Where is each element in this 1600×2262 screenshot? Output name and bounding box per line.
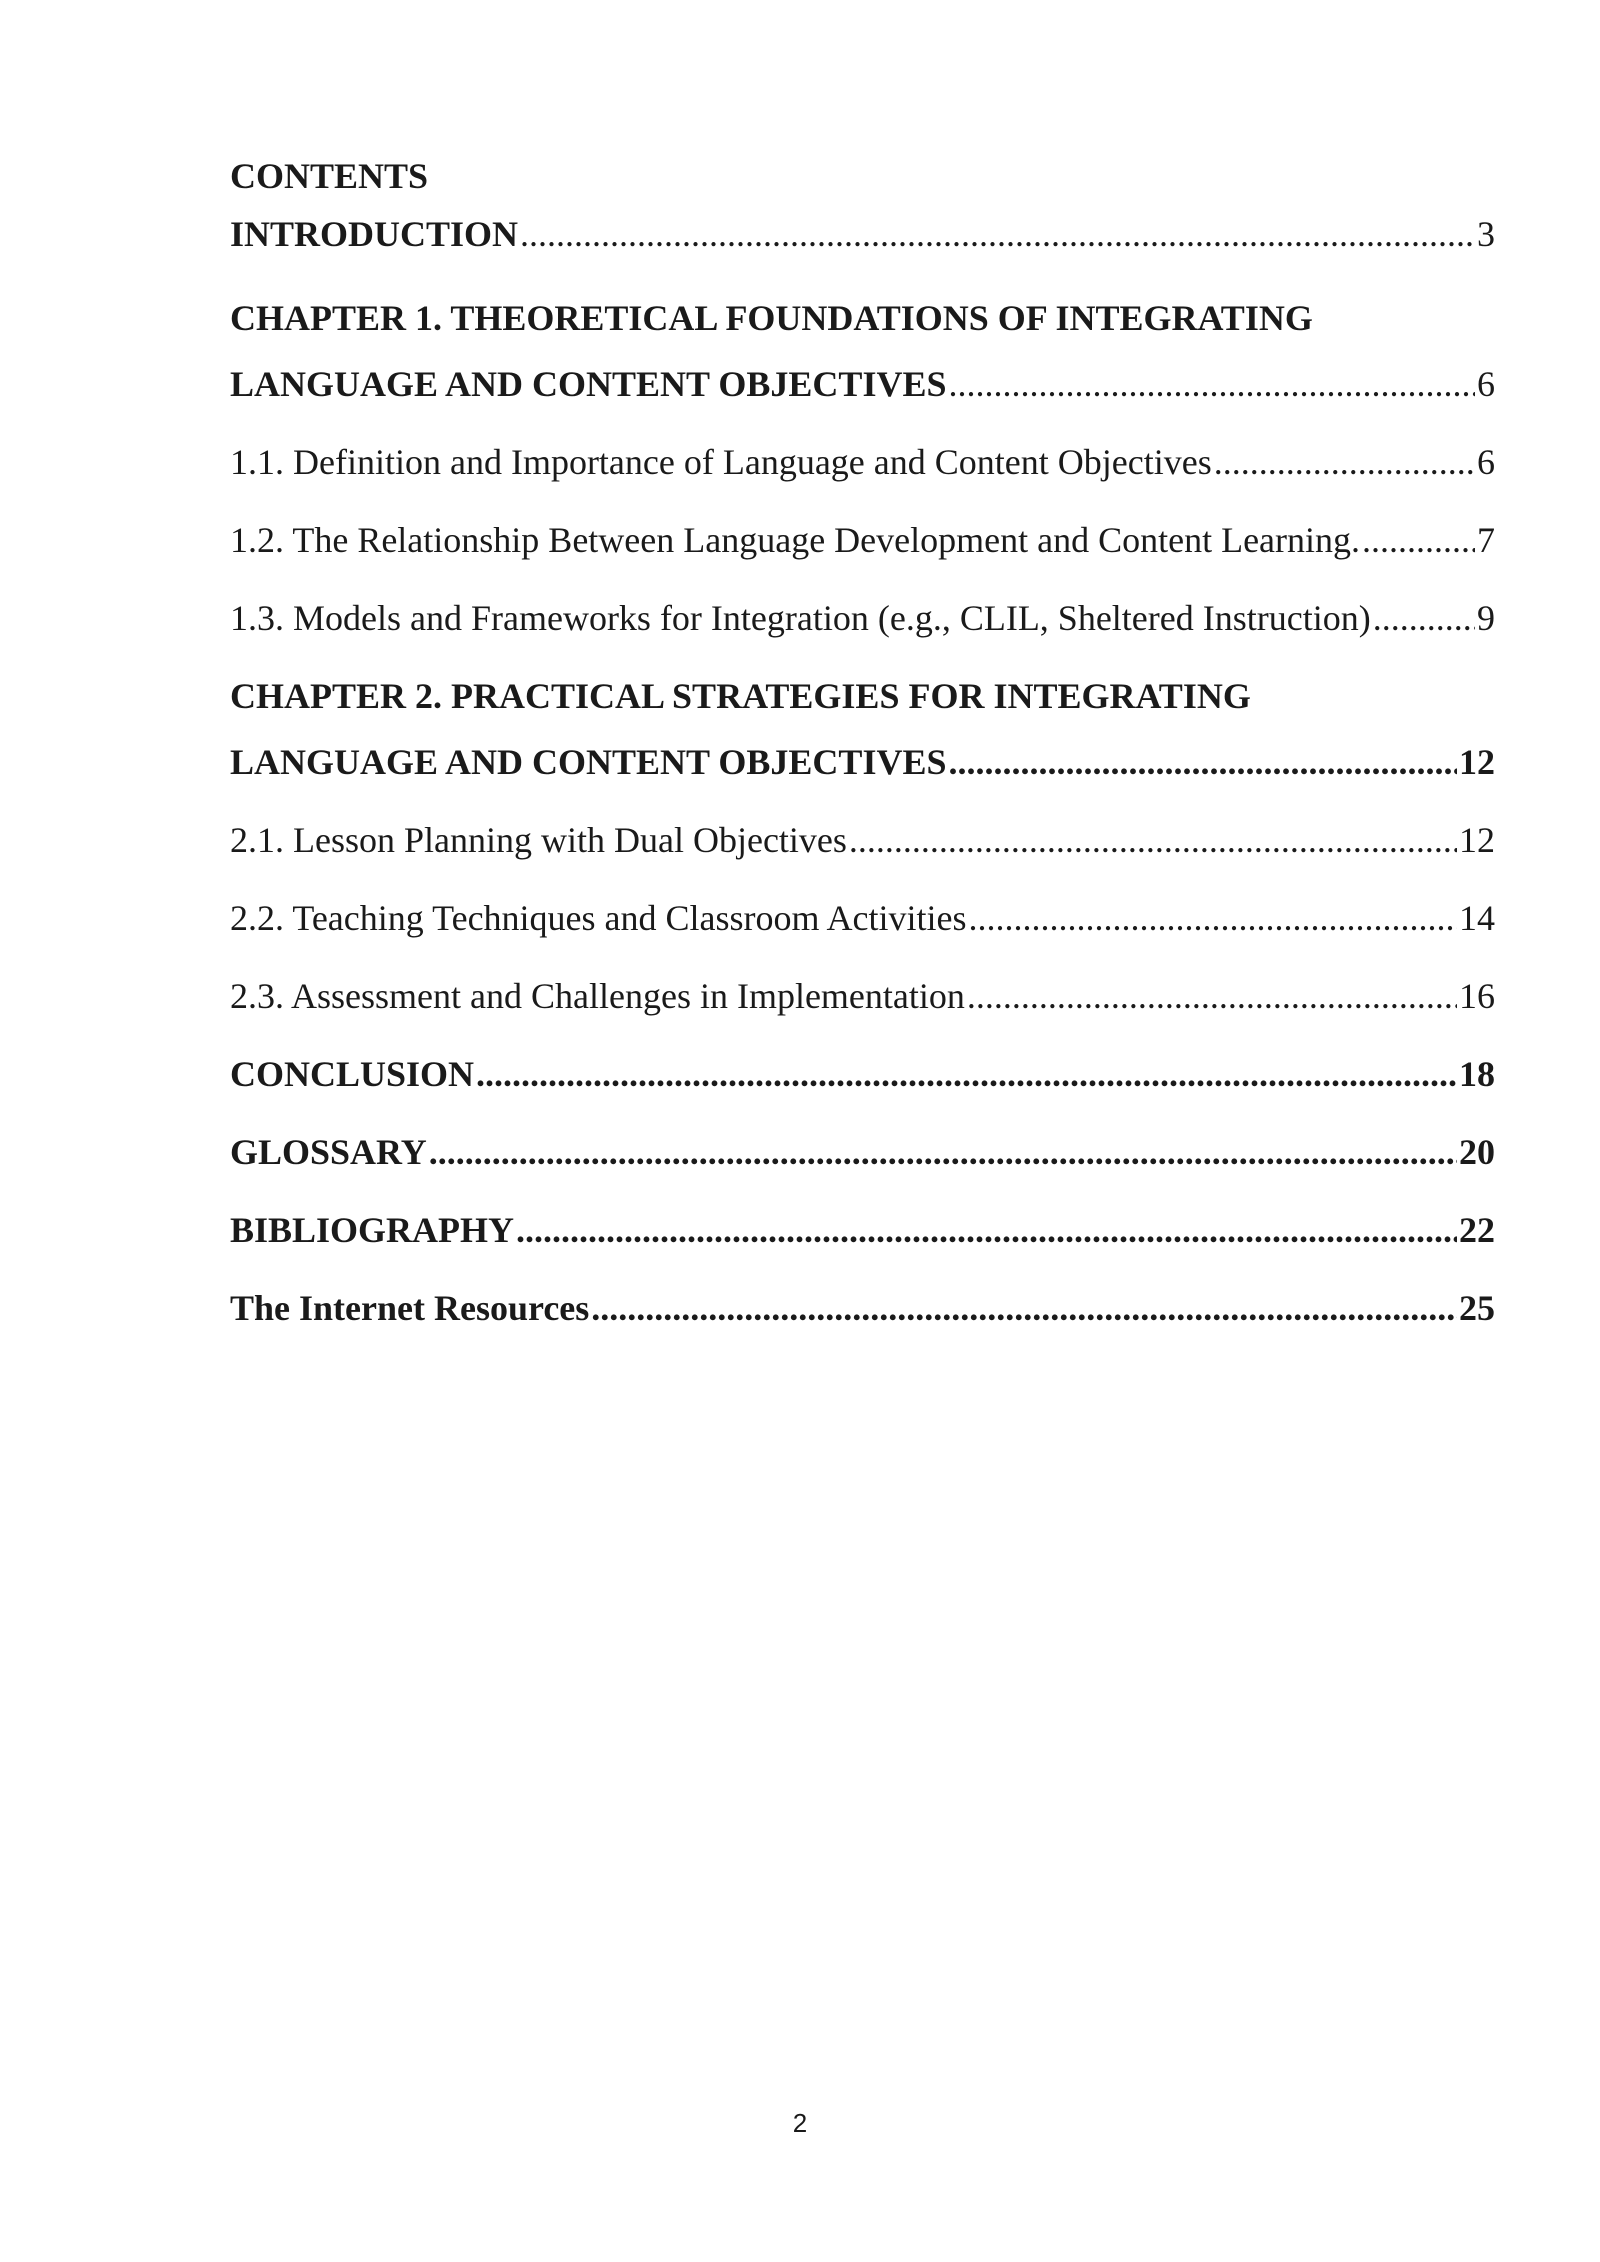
toc-entry-title: LANGUAGE AND CONTENT OBJECTIVES [230, 364, 947, 404]
dot-leader [476, 1048, 1457, 1100]
dot-leader [516, 1204, 1457, 1256]
dot-leader [591, 1282, 1457, 1334]
dot-leader [1373, 592, 1475, 644]
dot-leader [948, 736, 1457, 788]
toc-entry-chapter-1[interactable] [230, 292, 1495, 424]
toc-entry-1-2[interactable] [230, 514, 1495, 580]
toc-entry-2-1[interactable] [230, 814, 1495, 880]
toc-entry-page: 3 [1477, 214, 1495, 254]
toc-entry-title: INTRODUCTION [230, 214, 519, 254]
toc-entry-title: 1.2. The Relationship Between Language Development and Content Learning. [230, 520, 1361, 560]
toc-entry-conclusion[interactable] [230, 1048, 1495, 1114]
dot-leader [948, 358, 1475, 410]
toc-entry-internet-resources[interactable] [230, 1282, 1495, 1348]
toc-entry-page: 6 [1477, 364, 1495, 404]
toc-heading: CONTENTS [230, 156, 429, 196]
toc-entry-introduction[interactable] [230, 208, 1495, 274]
toc-entry-bibliography[interactable] [230, 1204, 1495, 1270]
toc-entry-page: 12 [1459, 742, 1495, 782]
toc-entry-title: 2.3. Assessment and Challenges in Implementation [230, 976, 965, 1016]
toc-entry-page: 22 [1459, 1210, 1495, 1250]
toc-entry-1-3[interactable] [230, 592, 1495, 658]
toc-entry-page: 9 [1477, 598, 1495, 638]
toc-entry-title: 1.3. Models and Frameworks for Integration (e.g., CLIL, Sheltered Instruction) [230, 598, 1371, 638]
toc-entry-page: 14 [1459, 898, 1495, 938]
toc-entry-title: GLOSSARY [230, 1132, 427, 1172]
toc-entry-title: CONCLUSION [230, 1054, 475, 1094]
toc-entry-2-2[interactable] [230, 892, 1495, 958]
toc-entry-page: 16 [1459, 976, 1495, 1016]
dot-leader [969, 892, 1457, 944]
toc-entry-title-line1: CHAPTER 1. THEORETICAL FOUNDATIONS OF INTEGRATING [230, 298, 1313, 338]
toc-entry-title: 2.1. Lesson Planning with Dual Objectives [230, 820, 847, 860]
toc-entry-title: The Internet Resources [230, 1288, 590, 1328]
page-number: 2 [792, 2108, 808, 2138]
toc-entry-title: BIBLIOGRAPHY [230, 1210, 515, 1250]
toc-entry-title-line1: CHAPTER 2. PRACTICAL STRATEGIES FOR INTEGRATING [230, 676, 1251, 716]
toc-entry-title: 1.1. Definition and Importance of Language and Content Objectives [230, 442, 1212, 482]
toc-entry-page: 7 [1477, 520, 1495, 560]
toc-entry-title: 2.2. Teaching Techniques and Classroom Activities [230, 898, 967, 938]
dot-leader [967, 970, 1457, 1022]
toc-entry-title: LANGUAGE AND CONTENT OBJECTIVES [230, 742, 947, 782]
dot-leader [520, 208, 1475, 260]
dot-leader [849, 814, 1457, 866]
dot-leader [1214, 436, 1475, 488]
toc-entry-1-1[interactable] [230, 436, 1495, 502]
toc-entry-2-3[interactable] [230, 970, 1495, 1036]
dot-leader [1362, 514, 1475, 566]
toc-entry-glossary[interactable] [230, 1126, 1495, 1192]
toc-entry-chapter-2[interactable] [230, 670, 1495, 802]
dot-leader [429, 1126, 1457, 1178]
toc-entry-page: 6 [1477, 442, 1495, 482]
toc-entry-page: 25 [1459, 1288, 1495, 1328]
toc-entry-page: 12 [1459, 820, 1495, 860]
toc-entry-page: 18 [1459, 1054, 1495, 1094]
toc-entry-page: 20 [1459, 1132, 1495, 1172]
